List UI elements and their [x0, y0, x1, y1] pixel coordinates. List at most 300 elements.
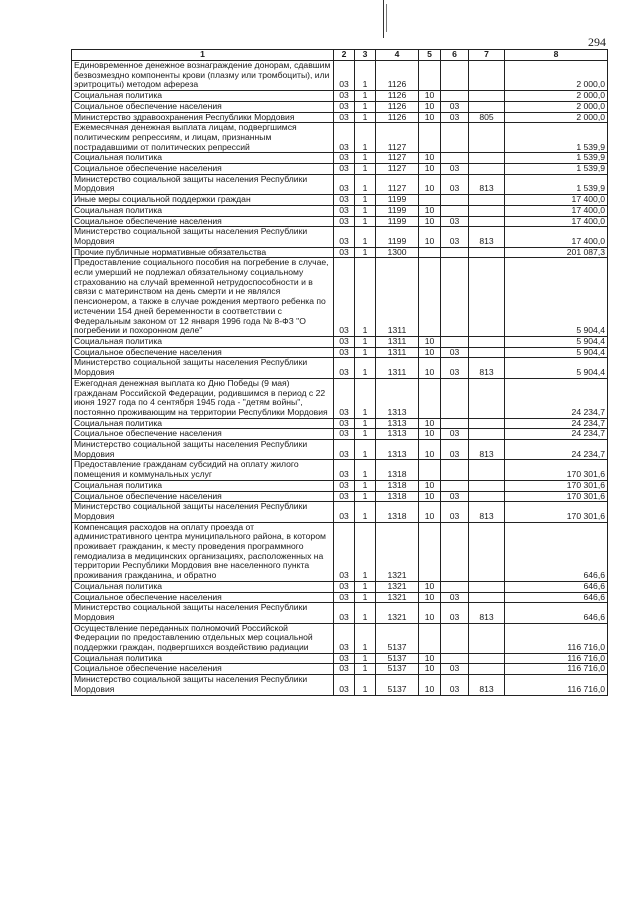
row-amount: 17 400,0: [505, 216, 608, 227]
row-code-6: [441, 61, 469, 91]
row-code-3: 1: [355, 623, 376, 653]
row-code-5: 10: [419, 440, 441, 460]
col-header-5: 5: [419, 50, 441, 61]
page-number: 294: [588, 35, 606, 49]
row-code-2: 03: [334, 112, 355, 123]
row-code-4: 1126: [376, 112, 419, 123]
row-name: Социальное обеспечение населения: [72, 429, 334, 440]
row-code-5: 10: [419, 502, 441, 522]
row-code-6: [441, 205, 469, 216]
row-code-5: 10: [419, 603, 441, 623]
row-code-6: 03: [441, 440, 469, 460]
row-code-7: [469, 216, 505, 227]
row-code-5: 10: [419, 592, 441, 603]
row-code-6: 03: [441, 603, 469, 623]
row-code-2: 03: [334, 491, 355, 502]
row-name: Предоставление социального пособия на погребение в случае, если умерший не подлежал обязательному социальному страхованию на случай временной нетрудоспособности и в связи с материнством на день смерти и не являлся пенсионером, а также в случае рождения мертвого ребенка по истечении 154 дней беременности в соответствии с Федеральным законом от 12 января 1996 года № 8-ФЗ "О погребении и похоронном деле": [72, 258, 334, 337]
row-name: Социальное обеспечение населения: [72, 101, 334, 112]
row-code-3: 1: [355, 164, 376, 175]
table-row: [72, 358, 608, 378]
row-name: Осуществление переданных полномочий Российской Федерации по предоставлению отдельных мер социальной поддержки граждан, подвергшихся воздействию радиации: [72, 623, 334, 653]
row-code-7: 813: [469, 174, 505, 194]
row-code-5: [419, 258, 441, 337]
row-code-7: [469, 164, 505, 175]
row-code-5: 10: [419, 91, 441, 102]
row-code-3: 1: [355, 153, 376, 164]
row-amount: 2 000,0: [505, 101, 608, 112]
row-name: Социальное обеспечение населения: [72, 164, 334, 175]
row-name: Социальное обеспечение населения: [72, 216, 334, 227]
row-name: Министерство здравоохранения Республики Мордовия: [72, 112, 334, 123]
table-row: [72, 603, 608, 623]
row-code-3: 1: [355, 258, 376, 337]
row-code-7: [469, 418, 505, 429]
row-code-3: 1: [355, 216, 376, 227]
binding-mark-shadow: [386, 4, 387, 32]
row-code-6: [441, 91, 469, 102]
table-row: [72, 429, 608, 440]
row-code-7: 813: [469, 227, 505, 247]
row-code-7: [469, 123, 505, 153]
row-code-7: 813: [469, 502, 505, 522]
row-code-7: [469, 460, 505, 480]
row-code-5: [419, 623, 441, 653]
row-code-4: 1311: [376, 358, 419, 378]
row-code-3: 1: [355, 205, 376, 216]
row-code-7: [469, 258, 505, 337]
row-code-4: 1126: [376, 61, 419, 91]
row-code-5: 10: [419, 675, 441, 695]
budget-table: [71, 49, 608, 696]
row-code-4: 5137: [376, 653, 419, 664]
row-code-7: [469, 592, 505, 603]
table-row: [72, 227, 608, 247]
row-name: Социальная политика: [72, 581, 334, 592]
table-row: [72, 336, 608, 347]
row-amount: 1 539,9: [505, 123, 608, 153]
row-code-5: 10: [419, 164, 441, 175]
row-code-7: [469, 195, 505, 206]
row-code-5: 10: [419, 347, 441, 358]
row-name: Социальная политика: [72, 153, 334, 164]
row-amount: 1 539,9: [505, 164, 608, 175]
row-code-2: 03: [334, 480, 355, 491]
row-amount: 116 716,0: [505, 664, 608, 675]
row-code-3: 1: [355, 123, 376, 153]
table-row: [72, 581, 608, 592]
row-code-2: 03: [334, 429, 355, 440]
row-amount: 17 400,0: [505, 195, 608, 206]
row-code-5: 10: [419, 480, 441, 491]
row-code-3: 1: [355, 664, 376, 675]
row-code-6: [441, 480, 469, 491]
row-code-2: 03: [334, 581, 355, 592]
row-code-2: 03: [334, 592, 355, 603]
row-code-2: 03: [334, 347, 355, 358]
row-code-6: [441, 623, 469, 653]
row-code-2: 03: [334, 664, 355, 675]
table-row: [72, 195, 608, 206]
row-amount: 116 716,0: [505, 623, 608, 653]
row-code-5: 10: [419, 581, 441, 592]
row-name: Социальная политика: [72, 205, 334, 216]
row-code-7: [469, 336, 505, 347]
binding-mark: [383, 0, 384, 38]
row-amount: 116 716,0: [505, 653, 608, 664]
row-code-2: 03: [334, 603, 355, 623]
row-code-4: 1126: [376, 91, 419, 102]
row-code-5: 10: [419, 491, 441, 502]
row-code-5: 10: [419, 429, 441, 440]
col-header-7: 7: [469, 50, 505, 61]
col-header-6: 6: [441, 50, 469, 61]
row-name: Ежемесячная денежная выплата лицам, подвергшимся политическим репрессиям, и лицам, признанным пострадавшими от политических репрессий: [72, 123, 334, 153]
row-amount: 170 301,6: [505, 480, 608, 491]
row-name: Министерство социальной защиты населения Республики Мордовия: [72, 502, 334, 522]
table-row: [72, 112, 608, 123]
row-amount: 646,6: [505, 581, 608, 592]
row-code-6: 03: [441, 227, 469, 247]
row-code-6: 03: [441, 592, 469, 603]
row-code-7: [469, 491, 505, 502]
row-code-5: 10: [419, 112, 441, 123]
table-row: [72, 480, 608, 491]
row-code-3: 1: [355, 101, 376, 112]
row-code-6: [441, 195, 469, 206]
row-code-4: 1199: [376, 205, 419, 216]
row-code-2: 03: [334, 653, 355, 664]
row-code-5: 10: [419, 358, 441, 378]
table-body: [72, 61, 608, 696]
row-name: Министерство социальной защиты населения Республики Мордовия: [72, 227, 334, 247]
row-code-4: 1318: [376, 502, 419, 522]
table-row: [72, 216, 608, 227]
row-code-4: 1311: [376, 258, 419, 337]
row-code-6: [441, 153, 469, 164]
row-code-3: 1: [355, 358, 376, 378]
row-code-4: 1199: [376, 227, 419, 247]
row-code-6: 03: [441, 664, 469, 675]
row-name: Социальная политика: [72, 91, 334, 102]
row-amount: 646,6: [505, 592, 608, 603]
row-code-6: [441, 460, 469, 480]
row-amount: 5 904,4: [505, 336, 608, 347]
row-code-3: 1: [355, 460, 376, 480]
row-code-6: 03: [441, 502, 469, 522]
row-code-7: [469, 347, 505, 358]
row-code-6: [441, 418, 469, 429]
row-code-6: [441, 247, 469, 258]
row-code-4: 1318: [376, 480, 419, 491]
row-amount: 24 234,7: [505, 378, 608, 418]
table-row: [72, 153, 608, 164]
col-header-2: 2: [334, 50, 355, 61]
row-code-3: 1: [355, 592, 376, 603]
row-code-4: 1199: [376, 195, 419, 206]
row-code-5: 10: [419, 174, 441, 194]
row-code-7: 813: [469, 440, 505, 460]
row-code-3: 1: [355, 522, 376, 581]
row-code-6: [441, 581, 469, 592]
row-code-5: [419, 61, 441, 91]
table-row: [72, 460, 608, 480]
row-amount: 1 539,9: [505, 153, 608, 164]
row-code-2: 03: [334, 258, 355, 337]
row-code-3: 1: [355, 174, 376, 194]
row-code-6: 03: [441, 216, 469, 227]
row-name: Социальное обеспечение населения: [72, 664, 334, 675]
row-name: Прочие публичные нормативные обязательства: [72, 247, 334, 258]
row-name: Министерство социальной защиты населения Республики Мордовия: [72, 603, 334, 623]
row-code-6: 03: [441, 347, 469, 358]
row-code-4: 1311: [376, 336, 419, 347]
row-code-2: 03: [334, 623, 355, 653]
row-amount: 170 301,6: [505, 502, 608, 522]
table-row: [72, 205, 608, 216]
row-code-7: [469, 480, 505, 491]
row-code-2: 03: [334, 61, 355, 91]
table-row: [72, 247, 608, 258]
row-code-6: [441, 378, 469, 418]
row-code-2: 03: [334, 123, 355, 153]
row-code-2: 03: [334, 418, 355, 429]
table-row: [72, 418, 608, 429]
row-code-5: [419, 123, 441, 153]
row-code-2: 03: [334, 675, 355, 695]
table-row: [72, 258, 608, 337]
row-code-3: 1: [355, 480, 376, 491]
row-amount: 17 400,0: [505, 205, 608, 216]
row-name: Социальное обеспечение населения: [72, 491, 334, 502]
row-amount: 1 539,9: [505, 174, 608, 194]
row-name: Министерство социальной защиты населения Республики Мордовия: [72, 440, 334, 460]
row-code-3: 1: [355, 581, 376, 592]
table-row: [72, 675, 608, 695]
row-code-2: 03: [334, 247, 355, 258]
row-code-2: 03: [334, 91, 355, 102]
row-code-4: 5137: [376, 664, 419, 675]
row-code-4: 5137: [376, 623, 419, 653]
row-code-5: [419, 247, 441, 258]
row-code-6: 03: [441, 101, 469, 112]
row-amount: 170 301,6: [505, 491, 608, 502]
col-header-1: 1: [72, 50, 334, 61]
row-code-3: 1: [355, 440, 376, 460]
row-code-6: 03: [441, 112, 469, 123]
table-row: [72, 378, 608, 418]
row-code-7: [469, 378, 505, 418]
row-code-3: 1: [355, 429, 376, 440]
row-code-7: [469, 91, 505, 102]
row-code-4: 1321: [376, 603, 419, 623]
row-amount: 24 234,7: [505, 418, 608, 429]
table-row: [72, 491, 608, 502]
row-code-4: 1199: [376, 216, 419, 227]
row-code-7: [469, 522, 505, 581]
row-name: Социальное обеспечение населения: [72, 347, 334, 358]
row-code-5: 10: [419, 653, 441, 664]
table-row: [72, 664, 608, 675]
row-code-6: [441, 258, 469, 337]
row-code-3: 1: [355, 675, 376, 695]
row-code-6: [441, 123, 469, 153]
row-code-2: 03: [334, 522, 355, 581]
row-name: Министерство социальной защиты населения Республики Мордовия: [72, 675, 334, 695]
row-amount: 17 400,0: [505, 227, 608, 247]
row-code-4: 1127: [376, 123, 419, 153]
row-code-2: 03: [334, 358, 355, 378]
row-code-7: [469, 101, 505, 112]
row-name: Социальная политика: [72, 418, 334, 429]
row-code-2: 03: [334, 153, 355, 164]
row-code-6: [441, 653, 469, 664]
row-code-7: [469, 247, 505, 258]
row-code-3: 1: [355, 418, 376, 429]
row-code-6: [441, 336, 469, 347]
row-code-7: 813: [469, 358, 505, 378]
row-code-3: 1: [355, 336, 376, 347]
table-row: [72, 653, 608, 664]
row-code-4: 1127: [376, 153, 419, 164]
row-code-5: 10: [419, 418, 441, 429]
row-amount: 2 000,0: [505, 61, 608, 91]
row-code-4: 1318: [376, 460, 419, 480]
table-row: [72, 522, 608, 581]
table-row: [72, 101, 608, 112]
col-header-8: 8: [505, 50, 608, 61]
row-code-3: 1: [355, 91, 376, 102]
row-code-4: 1311: [376, 347, 419, 358]
row-code-3: 1: [355, 112, 376, 123]
row-code-5: 10: [419, 153, 441, 164]
row-code-5: 10: [419, 664, 441, 675]
row-code-7: 805: [469, 112, 505, 123]
row-name: Единовременное денежное вознаграждение донорам, сдавшим безвозмездно компоненты крови (плазму или тромбоциты), или эритроциты) методом афереза: [72, 61, 334, 91]
row-amount: 646,6: [505, 522, 608, 581]
row-code-7: [469, 153, 505, 164]
row-code-2: 03: [334, 216, 355, 227]
table-row: [72, 123, 608, 153]
row-name: Министерство социальной защиты населения Республики Мордовия: [72, 358, 334, 378]
table-row: [72, 502, 608, 522]
row-code-4: 1313: [376, 378, 419, 418]
row-code-4: 1321: [376, 592, 419, 603]
row-code-7: [469, 664, 505, 675]
row-code-5: 10: [419, 227, 441, 247]
row-code-2: 03: [334, 336, 355, 347]
row-name: Социальное обеспечение населения: [72, 592, 334, 603]
table-row: [72, 347, 608, 358]
row-code-4: 1127: [376, 164, 419, 175]
row-name: Социальная политика: [72, 653, 334, 664]
row-name: Социальная политика: [72, 336, 334, 347]
row-name: Компенсация расходов на оплату проезда от административного центра муниципального района, в котором проживает гражданин, к месту проведения программного гемодиализа в медицинских организациях, расположенных на территории Республики Мордовия вне населенного пункта проживания гражданина, и обратно: [72, 522, 334, 581]
table-row: [72, 440, 608, 460]
table-row: [72, 174, 608, 194]
row-code-7: 813: [469, 603, 505, 623]
table-row: [72, 592, 608, 603]
row-code-4: 1313: [376, 440, 419, 460]
row-code-2: 03: [334, 205, 355, 216]
row-code-7: [469, 429, 505, 440]
row-code-5: [419, 460, 441, 480]
row-code-6: 03: [441, 675, 469, 695]
row-amount: 170 301,6: [505, 460, 608, 480]
row-code-2: 03: [334, 502, 355, 522]
row-code-4: 5137: [376, 675, 419, 695]
row-code-3: 1: [355, 61, 376, 91]
row-amount: 116 716,0: [505, 675, 608, 695]
row-amount: 2 000,0: [505, 112, 608, 123]
row-code-6: 03: [441, 164, 469, 175]
row-code-5: 10: [419, 205, 441, 216]
row-code-5: [419, 378, 441, 418]
row-code-7: [469, 581, 505, 592]
row-code-3: 1: [355, 195, 376, 206]
row-amount: 24 234,7: [505, 440, 608, 460]
row-code-4: 1126: [376, 101, 419, 112]
row-amount: 5 904,4: [505, 347, 608, 358]
row-code-6: 03: [441, 491, 469, 502]
row-amount: 5 904,4: [505, 358, 608, 378]
row-name: Министерство социальной защиты населения Республики Мордовия: [72, 174, 334, 194]
row-code-2: 03: [334, 101, 355, 112]
row-code-4: 1127: [376, 174, 419, 194]
row-code-2: 03: [334, 174, 355, 194]
row-amount: 201 087,3: [505, 247, 608, 258]
row-code-7: [469, 205, 505, 216]
row-code-3: 1: [355, 502, 376, 522]
row-code-3: 1: [355, 653, 376, 664]
table-row: [72, 91, 608, 102]
row-code-7: 813: [469, 675, 505, 695]
row-amount: 646,6: [505, 603, 608, 623]
row-code-2: 03: [334, 440, 355, 460]
table-row: [72, 623, 608, 653]
row-code-2: 03: [334, 227, 355, 247]
row-code-2: 03: [334, 195, 355, 206]
row-code-4: 1313: [376, 429, 419, 440]
row-code-4: 1318: [376, 491, 419, 502]
row-code-6: 03: [441, 174, 469, 194]
row-code-7: [469, 623, 505, 653]
row-name: Иные меры социальной поддержки граждан: [72, 195, 334, 206]
table-row: [72, 61, 608, 91]
row-code-5: 10: [419, 336, 441, 347]
row-code-2: 03: [334, 460, 355, 480]
row-code-3: 1: [355, 347, 376, 358]
row-code-7: [469, 61, 505, 91]
table-row: [72, 164, 608, 175]
row-code-3: 1: [355, 378, 376, 418]
row-code-3: 1: [355, 603, 376, 623]
row-code-2: 03: [334, 164, 355, 175]
row-amount: 5 904,4: [505, 258, 608, 337]
row-code-5: [419, 522, 441, 581]
header-row: [72, 50, 608, 61]
row-code-5: [419, 195, 441, 206]
row-code-4: 1321: [376, 522, 419, 581]
row-name: Предоставление гражданам субсидий на оплату жилого помещения и коммунальных услуг: [72, 460, 334, 480]
col-header-4: 4: [376, 50, 419, 61]
row-amount: 2 000,0: [505, 91, 608, 102]
row-code-6: 03: [441, 358, 469, 378]
row-code-4: 1313: [376, 418, 419, 429]
col-header-3: 3: [355, 50, 376, 61]
row-code-7: [469, 653, 505, 664]
row-code-4: 1300: [376, 247, 419, 258]
row-code-6: [441, 522, 469, 581]
